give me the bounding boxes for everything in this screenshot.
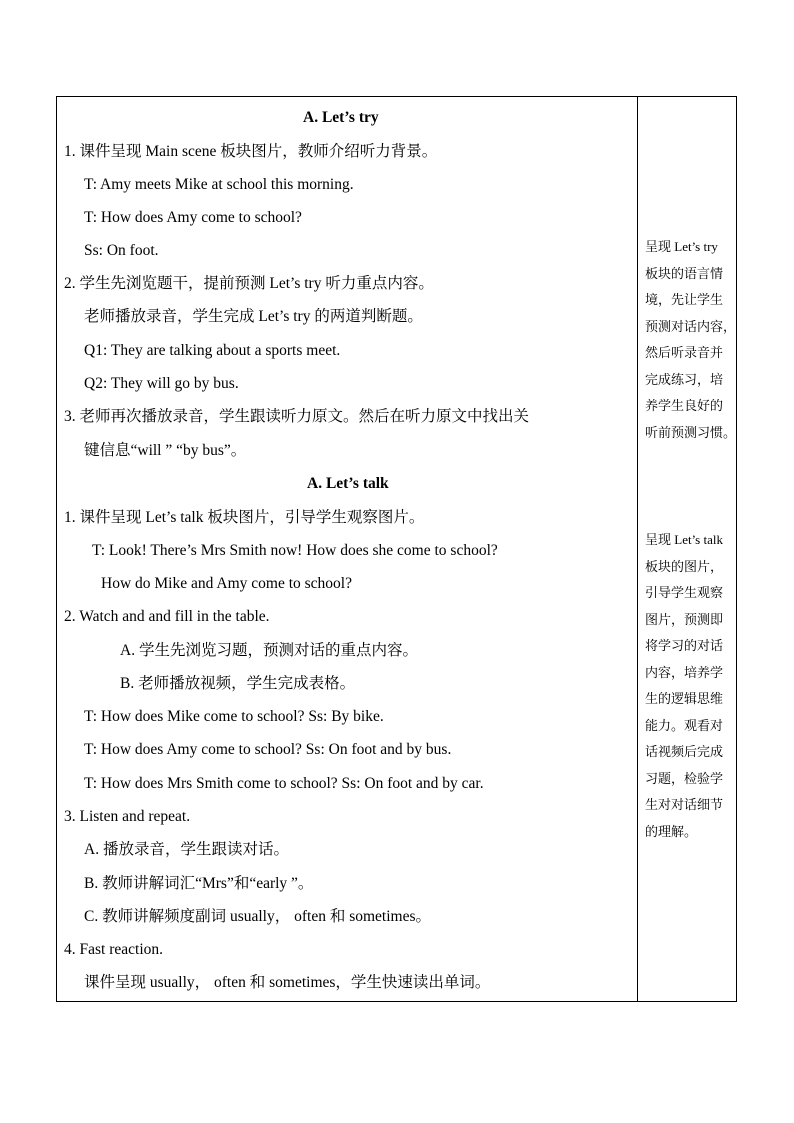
design-notes-column	[638, 97, 738, 1001]
step-line: 2. Watch and and fill in the table.	[64, 608, 270, 625]
note-line: 呈现 Let’s try	[645, 239, 718, 254]
note-line: 板块的语言情	[645, 265, 724, 281]
note-line: 然后听录音并	[645, 345, 724, 360]
step-line: Ss: On foot.	[84, 242, 159, 259]
step-line: 键信息“will ” “by bus”。	[84, 442, 247, 459]
note-line: 听前预测习惯。	[645, 424, 737, 440]
step-line: 课件呈现 usually， often 和 sometimes，学生快速读出单词。	[84, 974, 491, 991]
design-note-lets-talk	[645, 527, 735, 845]
step-line: 1. 课件呈现 Main scene 板块图片，教师介绍听力背景。	[64, 143, 438, 160]
note-line: 内容，培养学	[645, 664, 724, 680]
note-line: 预测对话内容，	[645, 318, 737, 334]
step-line: Q1: They are talking about a sports meet.	[84, 342, 341, 359]
note-line: 生的逻辑思维	[645, 691, 724, 706]
section-heading-lets-try: A. Let’s try	[303, 109, 379, 126]
step-line: 老师播放录音，学生完成 Let’s try 的两道判断题。	[84, 308, 423, 325]
step-line: A. 播放录音，学生跟读对话。	[84, 841, 289, 858]
teaching-steps-column	[57, 97, 637, 1001]
note-line: 完成练习，培	[645, 371, 724, 387]
note-line: 引导学生观察	[645, 585, 724, 600]
step-line: A. 学生先浏览习题，预测对话的重点内容。	[120, 642, 418, 659]
note-line: 图片，预测即	[645, 611, 724, 627]
step-line: How do Mike and Amy come to school?	[101, 575, 352, 592]
note-line: 习题，检验学	[645, 770, 724, 786]
step-line: T: How does Mrs Smith come to school? Ss: On foot and by car.	[84, 775, 484, 792]
step-line: 3. 老师再次播放录音，学生跟读听力原文。然后在听力原文中找出关	[64, 408, 530, 425]
note-line: 话视频后完成	[645, 744, 724, 759]
step-line: C. 教师讲解频度副词 usually， often 和 sometimes。	[84, 908, 432, 925]
lesson-plan-table	[56, 96, 737, 1002]
note-line: 境，先让学生	[645, 292, 724, 307]
step-line: 2. 学生先浏览题干，提前预测 Let’s try 听力重点内容。	[64, 275, 434, 292]
step-line: T: How does Mike come to school? Ss: By bike.	[84, 708, 384, 725]
step-line: B. 老师播放视频，学生完成表格。	[120, 675, 356, 692]
step-line: T: Look! There’s Mrs Smith now! How does she come to school?	[92, 542, 498, 559]
note-line: 将学习的对话	[645, 638, 724, 653]
note-line: 的理解。	[645, 823, 698, 839]
note-line: 能力。观看对	[645, 717, 724, 733]
note-line: 生对对话细节	[645, 797, 724, 812]
step-line: T: How does Amy come to school?	[84, 209, 302, 226]
step-line: T: How does Amy come to school? Ss: On foot and by bus.	[84, 741, 452, 758]
step-line: Q2: They will go by bus.	[84, 375, 239, 392]
design-note-lets-try	[645, 234, 735, 446]
note-line: 养学生良好的	[645, 398, 724, 413]
step-line: T: Amy meets Mike at school this morning.	[84, 176, 354, 193]
section-heading-lets-talk: A. Let’s talk	[307, 475, 389, 492]
step-line: 1. 课件呈现 Let’s talk 板块图片，引导学生观察图片。	[64, 509, 425, 526]
step-line: 3. Listen and repeat.	[64, 808, 191, 825]
step-line: B. 教师讲解词汇“Mrs”和“early ”。	[84, 875, 314, 892]
note-line: 呈现 Let’s talk	[645, 532, 723, 547]
note-line: 板块的图片，	[645, 558, 724, 574]
step-line: 4. Fast reaction.	[64, 941, 164, 958]
